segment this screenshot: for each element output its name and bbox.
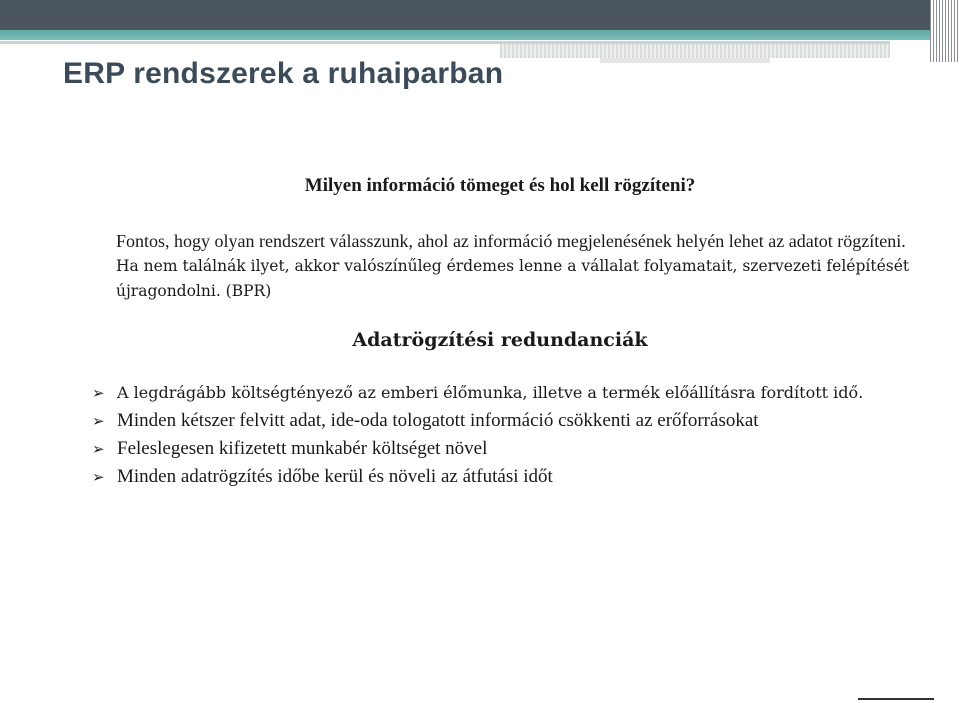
header-pattern-small xyxy=(600,58,770,63)
intro-paragraph xyxy=(116,229,916,303)
list-item xyxy=(92,409,922,433)
header-pattern xyxy=(500,44,890,58)
list-item xyxy=(92,465,922,489)
intro-text-1: Fontos, hogy olyan rendszert válasszunk, ahol az információ megjelenésének helyén lehet az adatot rögzíteni. xyxy=(116,231,906,251)
arrow-right-outline-icon: ➢ xyxy=(92,384,105,402)
bullet-text: Feleslegesen kifizetett munkabér költséget növel xyxy=(117,438,488,459)
redundancy-heading: Adatrögzítési redundanciák xyxy=(352,329,648,351)
slide-title: ERP rendszerek a ruhaiparban xyxy=(63,57,504,90)
arrow-right-outline-icon: ➢ xyxy=(92,440,105,458)
arrow-right-outline-icon: ➢ xyxy=(92,468,105,486)
bullet-list xyxy=(92,381,922,493)
bullet-text: Minden adatrögzítés időbe kerül és növeli az átfutási időt xyxy=(117,466,553,487)
list-item xyxy=(92,381,922,405)
footer-line xyxy=(858,698,934,700)
question-heading: Milyen információ tömeget és hol kell rögzíteni? xyxy=(304,175,696,196)
corner-stripes xyxy=(930,0,960,62)
header-band xyxy=(0,0,930,30)
intro-text-2: Ha nem találnák ilyet, akkor valószínűleg érdemes lenne a vállalat folyamatait, szervezeti felépítését újragondolni. (BPR) xyxy=(116,257,910,300)
bullet-text: A legdrágább költségtényező az emberi élőmunka, illetve a termék előállításra fordított idő. xyxy=(117,383,864,402)
list-item xyxy=(92,437,922,461)
bullet-text: Minden kétszer felvitt adat, ide-oda tologatott információ csökkenti az erőforrásokat xyxy=(117,410,759,431)
header-accent-band xyxy=(0,30,930,40)
arrow-right-outline-icon: ➢ xyxy=(92,412,105,430)
